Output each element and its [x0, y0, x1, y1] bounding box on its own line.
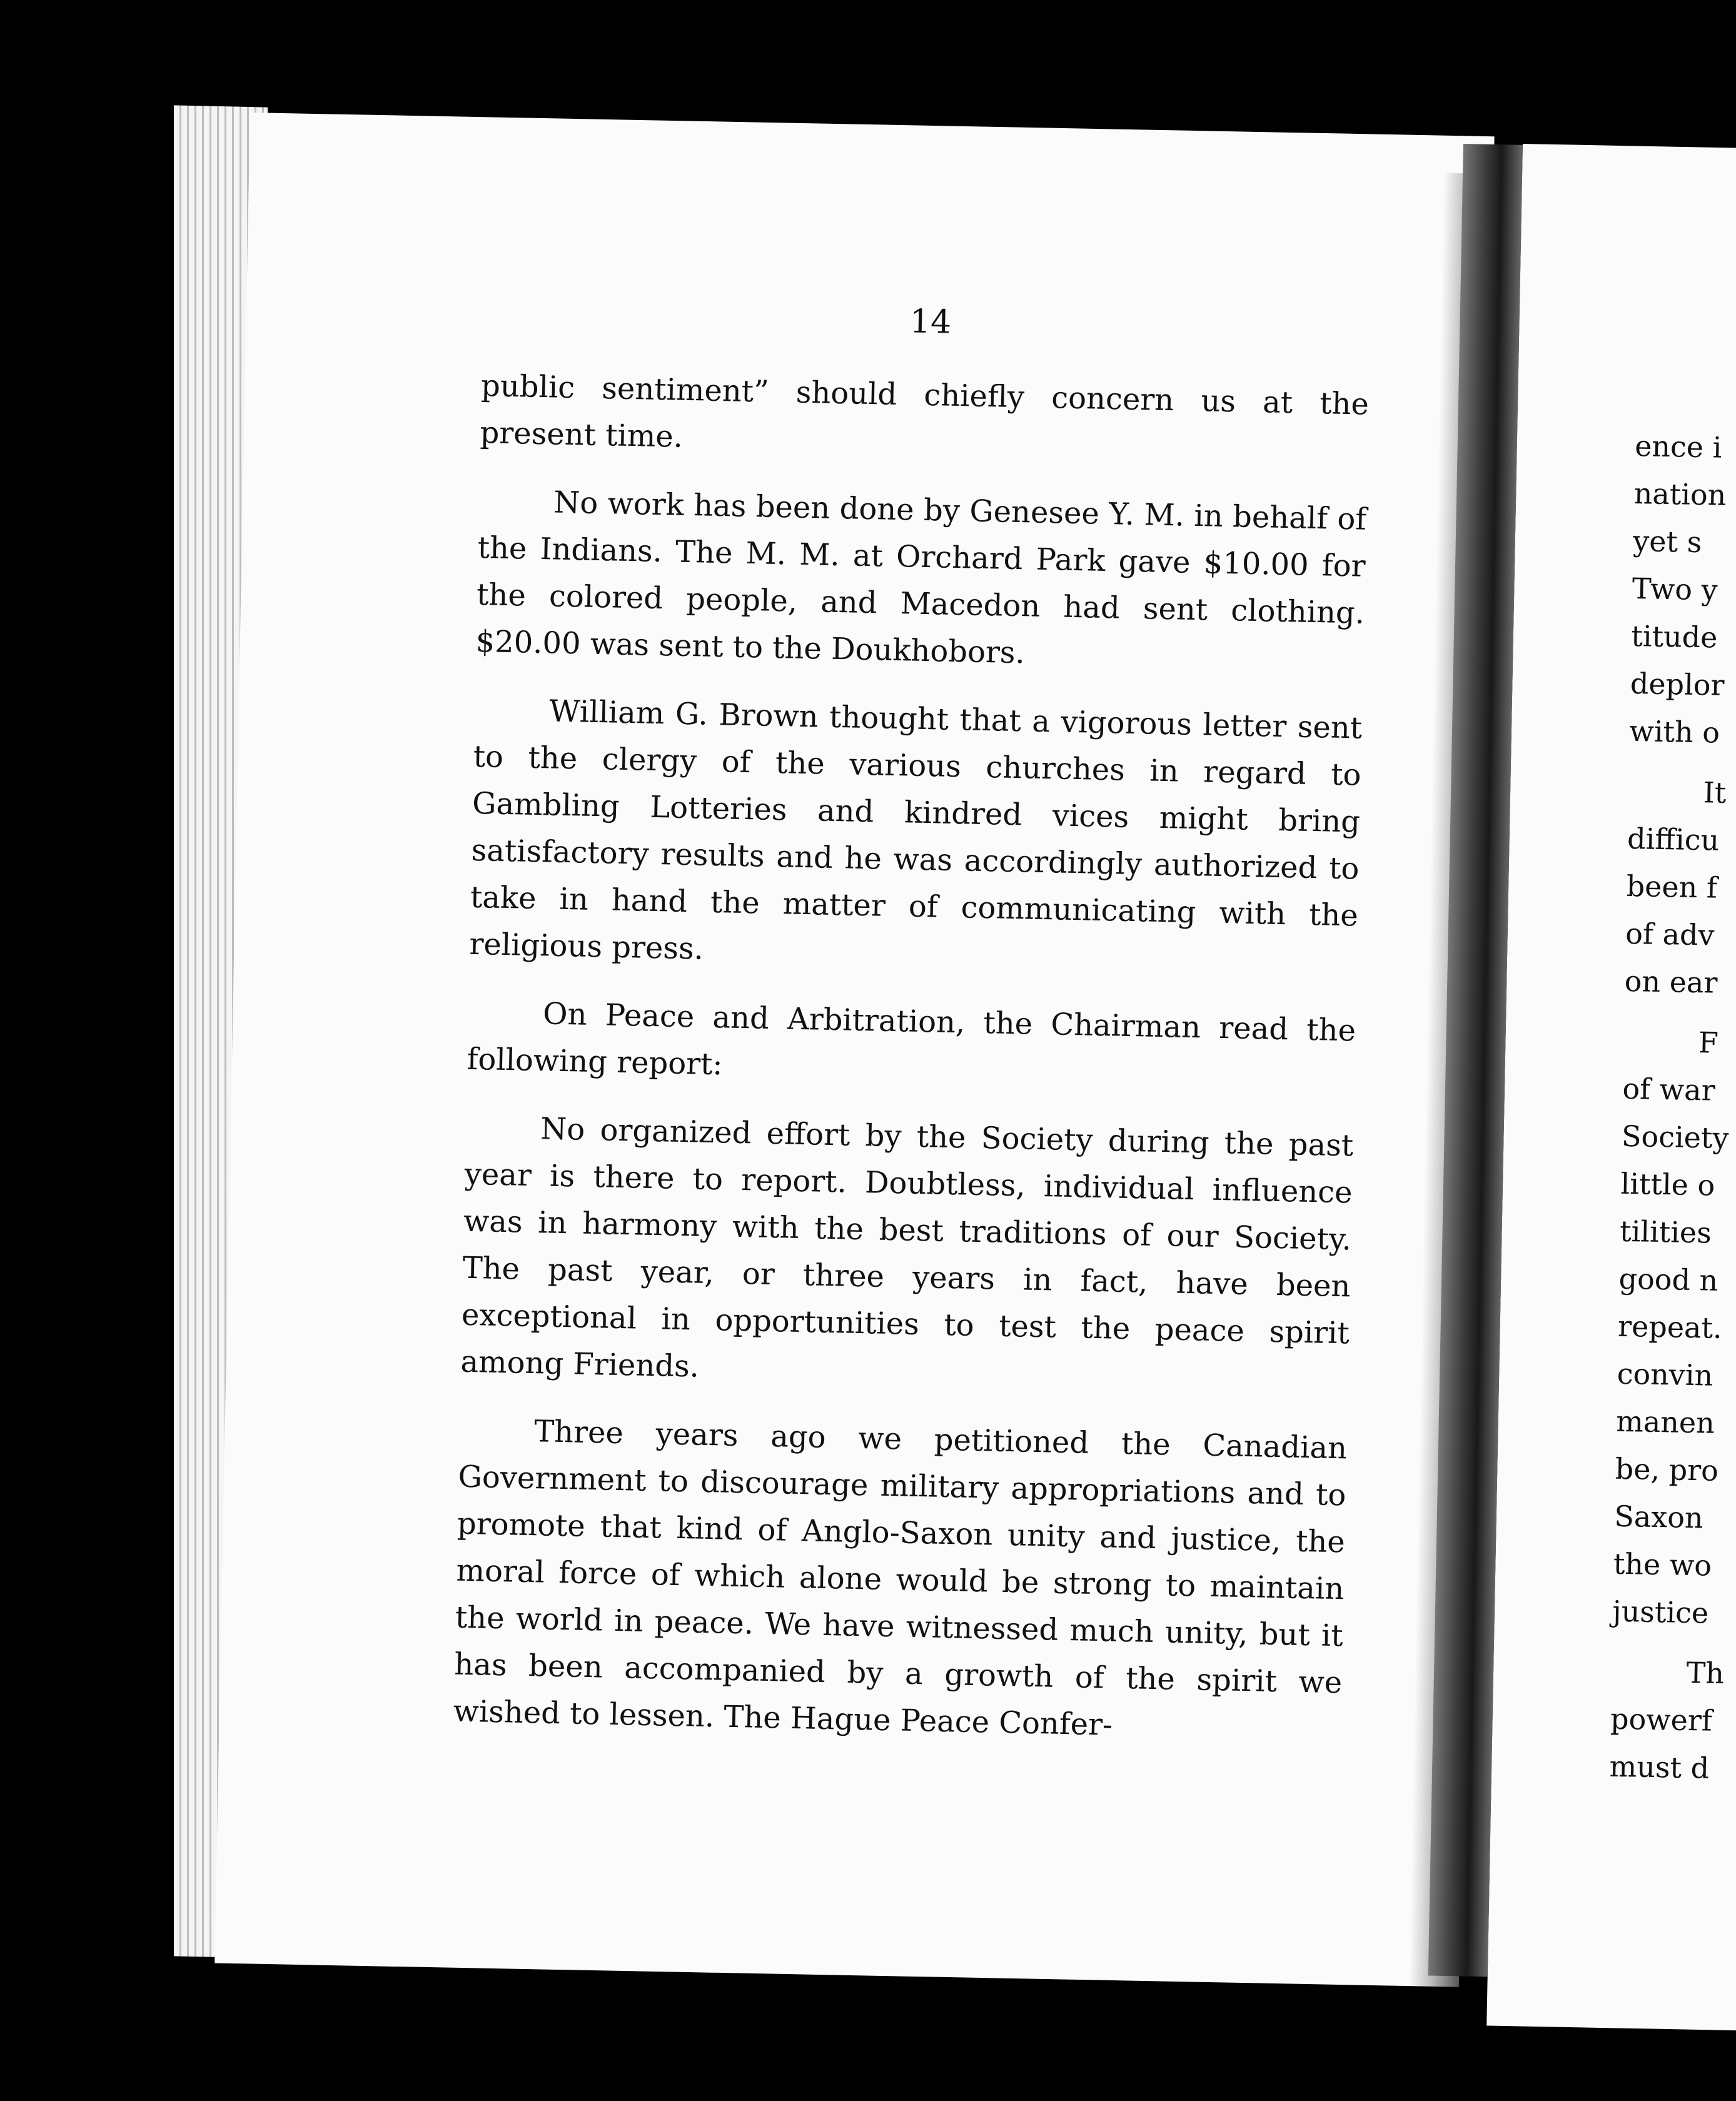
right-fragment: with o — [1628, 713, 1720, 750]
right-fragment: little o — [1620, 1166, 1715, 1202]
right-fragment: be, pro — [1615, 1451, 1719, 1488]
right-fragment: It — [1703, 775, 1727, 810]
right-fragment: tilities — [1619, 1214, 1712, 1250]
right-fragment: of war — [1622, 1071, 1716, 1107]
paragraph-4: On Peace and Arbitration, the Chairman read the following report: — [467, 996, 1356, 1082]
paragraph-5: No organized effort by the Society during the past year is there to report. Doubtless, individual influence was in harmony with the best traditions of our Society. The past year, or three years in fact, have been exceptional in opportunities to test the peace spirit among Friends. — [460, 1111, 1354, 1384]
right-fragment: deplor — [1630, 666, 1725, 702]
right-fragment: powerf — [1610, 1701, 1713, 1738]
right-fragment: must d — [1609, 1749, 1710, 1785]
right-fragment: convin — [1617, 1356, 1713, 1393]
paragraph-3: William G. Brown thought that a vigorous letter sent to the clergy of the various churches in regard to Gambling Lotteries and kindred vices might bring satisfactory results and he was accordingly authorized to take in hand the matter of communicating with the religious press. — [468, 693, 1363, 967]
paragraph-1: public sentiment” should chiefly concern us at the present time. — [480, 368, 1370, 455]
right-fragment: Two y — [1632, 571, 1718, 607]
right-fragment: titude — [1630, 618, 1718, 655]
right-fragment: F — [1698, 1025, 1719, 1060]
right-fragment: yet s — [1632, 523, 1702, 560]
right-fragment: been f — [1626, 869, 1718, 905]
right-fragment: on ear — [1624, 964, 1718, 1000]
right-fragment: difficu — [1627, 821, 1720, 857]
right-fragment: Society — [1621, 1119, 1729, 1156]
left-page-body — [450, 363, 1370, 1882]
paragraph-6: Three years ago we petitioned the Canadian Government to discourage military appropriations and to promote that kind of Anglo-Saxon unity and justice, the moral force of which alone would be strong to maintain the world in peace. We have witnessed much unity, but it has been accompanied by a growth of the spirit we wished to lessen. The Hague Peace Confer- — [453, 1414, 1348, 1743]
right-fragment: Th — [1686, 1655, 1725, 1691]
right-fragment: the wo — [1613, 1546, 1712, 1583]
right-fragment: manen — [1615, 1404, 1715, 1440]
right-fragment: good n — [1618, 1261, 1718, 1297]
page-number: 14 — [909, 303, 952, 341]
paragraph-2: No work has been done by Genesee Y. M. in behalf of the Indians. The M. M. at Orchard Park gave $10.00 for the colored people, and Macedon had sent clothing. $20.00 was sent to the Doukhobors. — [475, 485, 1367, 671]
right-fragment: repeat. — [1617, 1309, 1723, 1345]
right-fragment: ence i — [1634, 428, 1722, 465]
right-fragment: of adv — [1625, 916, 1715, 952]
right-fragment: justice — [1612, 1594, 1709, 1630]
right-fragment: Saxon — [1613, 1499, 1704, 1535]
right-fragment: nation — [1633, 476, 1727, 512]
